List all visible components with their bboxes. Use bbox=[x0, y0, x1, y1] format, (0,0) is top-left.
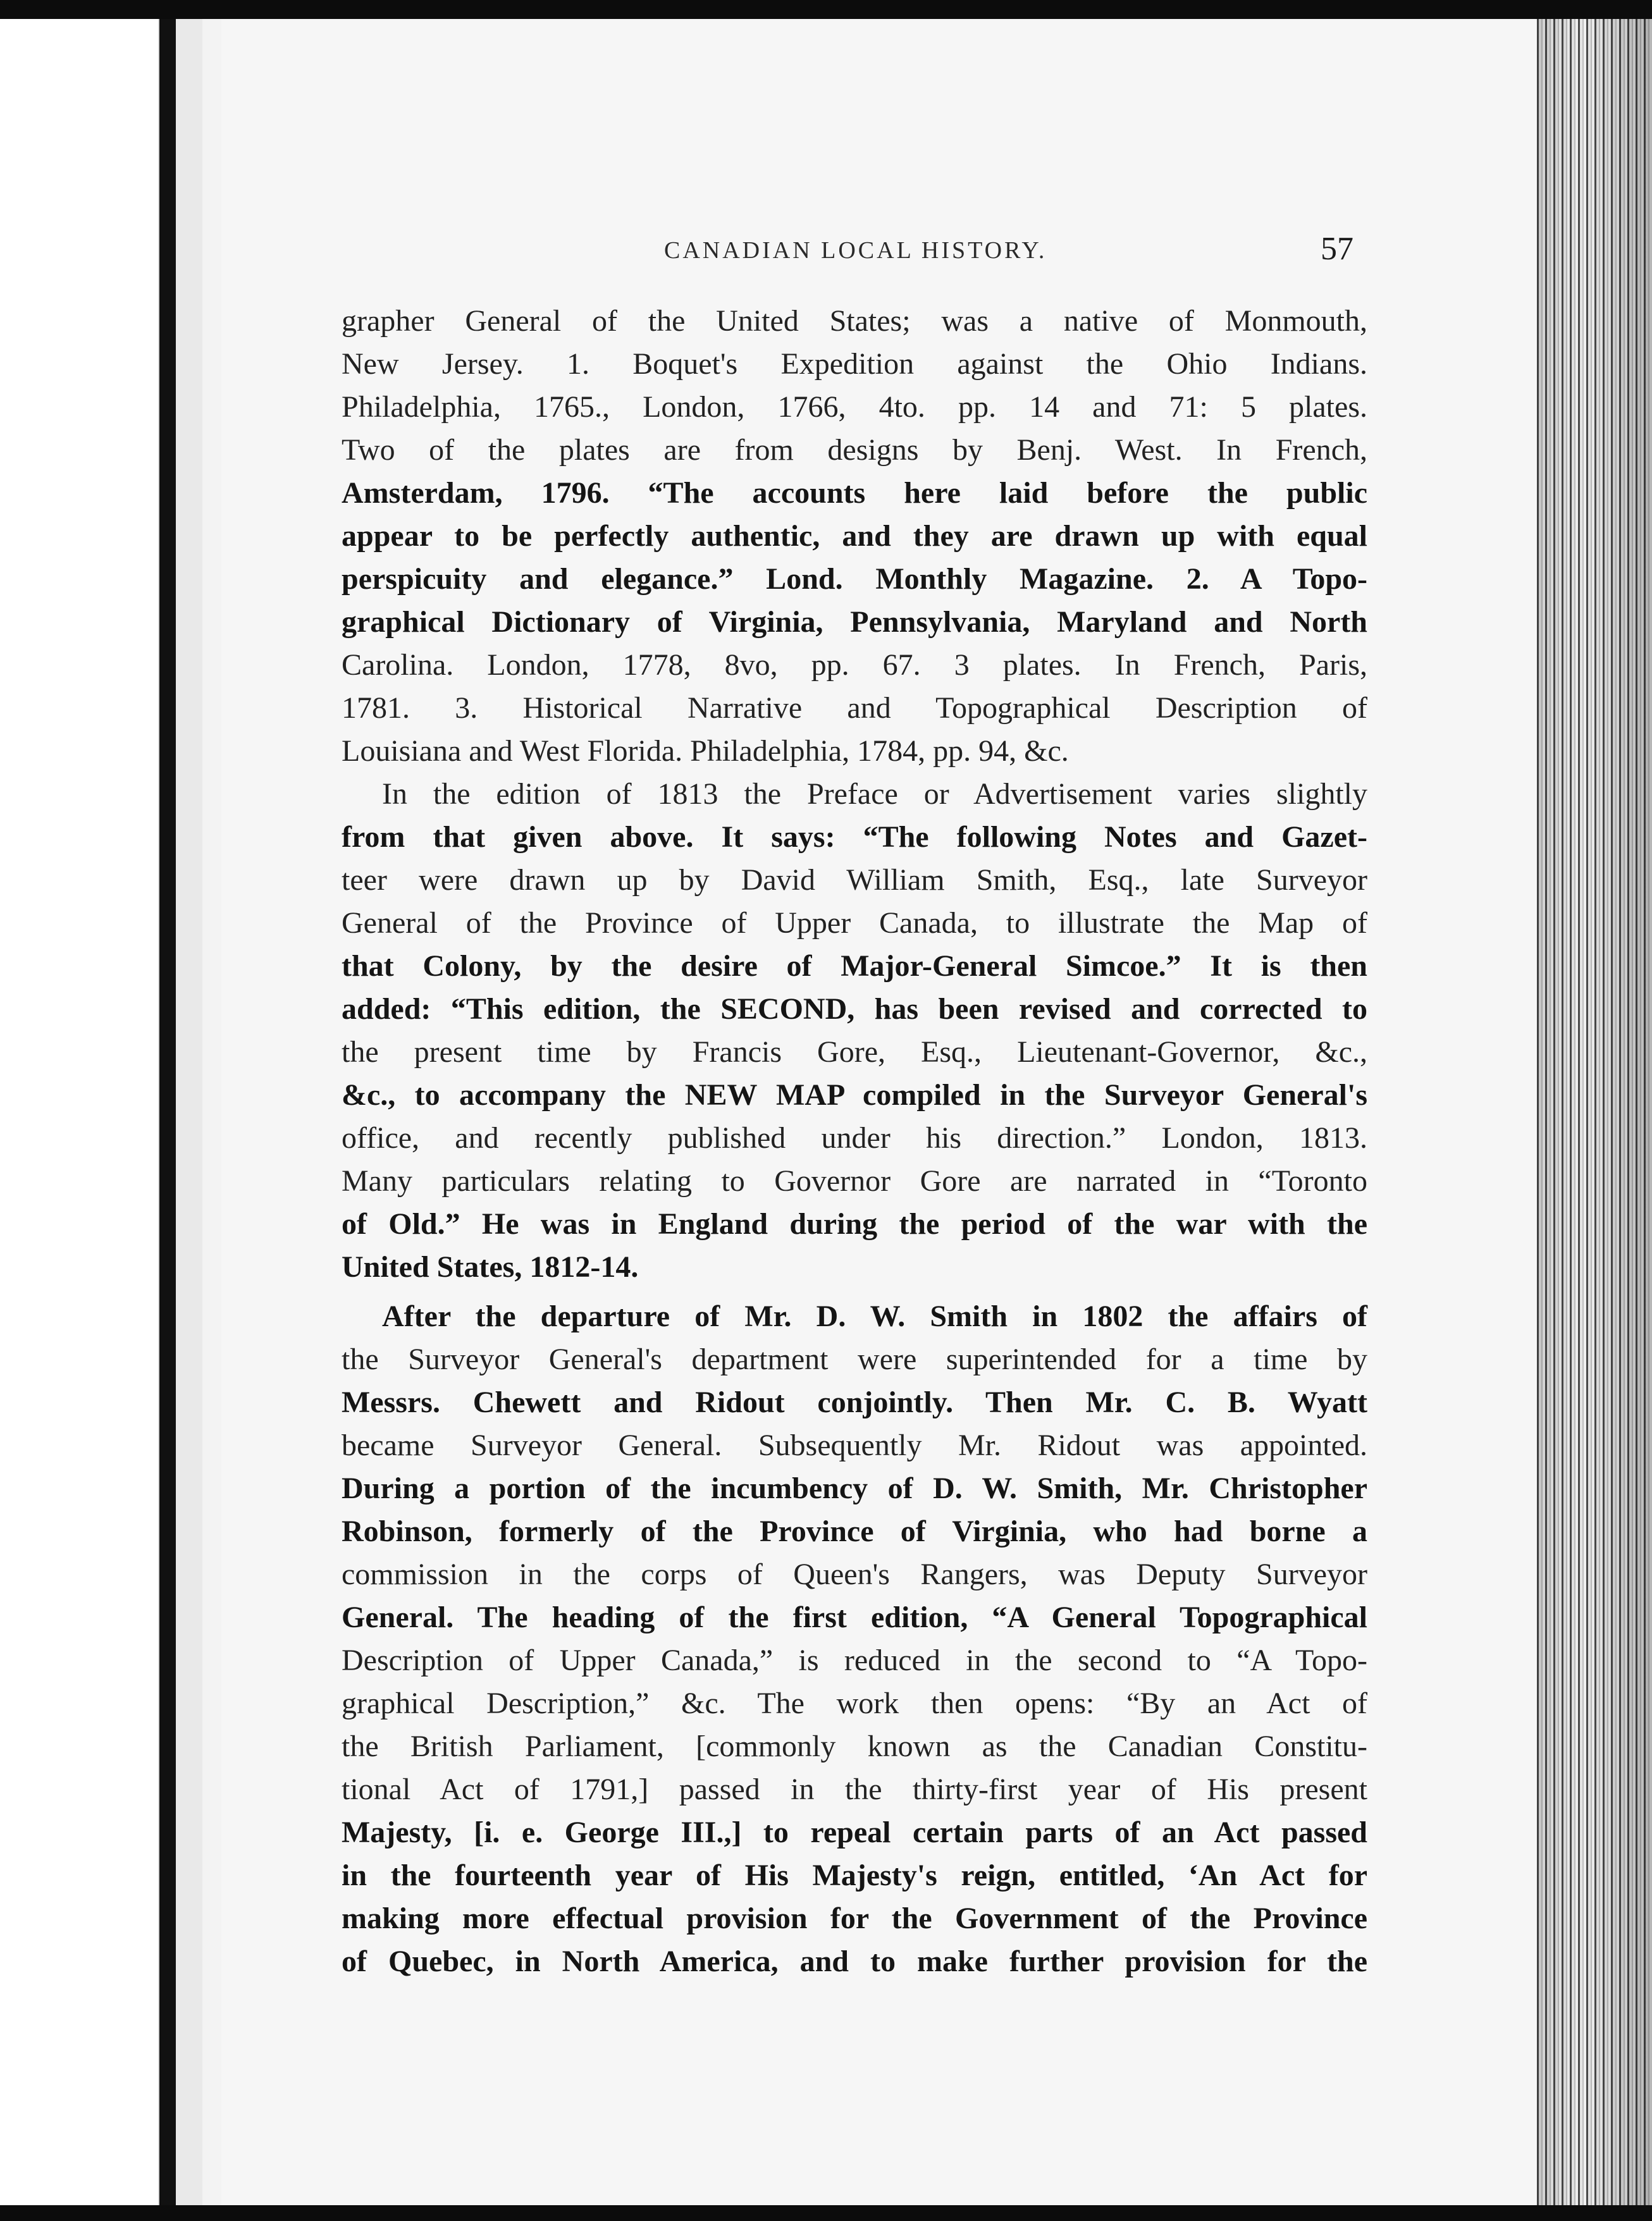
text-line: added: “This edition, the SECOND, has been revised and corrected to bbox=[342, 992, 1367, 1026]
text-line: Philadelphia, 1765., London, 1766, 4to. pp. 14 and 71: 5 plates. bbox=[342, 390, 1367, 424]
text-line: that Colony, by the desire of Major-General Simcoe.” It is then bbox=[342, 949, 1367, 983]
text-line: graphical Description,” &c. The work then opens: “By an Act of bbox=[342, 1687, 1367, 1720]
text-line: Louisiana and West Florida. Philadelphia, 1784, pp. 94, &c. bbox=[342, 734, 1069, 768]
text-line: graphical Dictionary of Virginia, Pennsylvania, Maryland and North bbox=[342, 605, 1367, 639]
scan-border-top bbox=[0, 0, 1652, 19]
text-line: In the edition of 1813 the Preface or Advertisement varies slightly bbox=[382, 777, 1367, 811]
text-line: Carolina. London, 1778, 8vo, pp. 67. 3 plates. In French, Paris, bbox=[342, 648, 1367, 682]
scan-border-bottom bbox=[0, 2205, 1652, 2221]
text-line: tional Act of 1791,] passed in the thirty-first year of His present bbox=[342, 1773, 1367, 1806]
text-line: the Surveyor General's department were superintended for a time by bbox=[342, 1343, 1367, 1376]
text-line: perspicuity and elegance.” Lond. Monthly Magazine. 2. A Topo- bbox=[342, 562, 1367, 596]
page-edges-shade bbox=[1537, 19, 1652, 2205]
text-line: Robinson, formerly of the Province of Virginia, who had borne a bbox=[342, 1515, 1367, 1548]
text-line: 1781. 3. Historical Narrative and Topographical Description of bbox=[342, 691, 1367, 725]
text-line: Amsterdam, 1796. “The accounts here laid before the public bbox=[342, 476, 1367, 510]
text-line: from that given above. It says: “The following Notes and Gazet- bbox=[342, 820, 1367, 854]
text-line: Messrs. Chewett and Ridout conjointly. Then Mr. C. B. Wyatt bbox=[342, 1386, 1367, 1419]
text-line: making more effectual provision for the Government of the Province bbox=[342, 1902, 1367, 1935]
text-line: the present time by Francis Gore, Esq., Lieutenant-Governor, &c., bbox=[342, 1035, 1367, 1069]
text-line: New Jersey. 1. Boquet's Expedition against the Ohio Indians. bbox=[342, 347, 1367, 381]
binding-edge bbox=[159, 19, 176, 2205]
text-line: Many particulars relating to Governor Gore are narrated in “Toronto bbox=[342, 1164, 1367, 1198]
text-line: After the departure of Mr. D. W. Smith in 1802 the affairs of bbox=[382, 1300, 1367, 1333]
text-line: grapher General of the United States; was a native of Monmouth, bbox=[342, 304, 1367, 338]
text-line: General. The heading of the first edition, “A General Topographical bbox=[342, 1601, 1367, 1634]
text-line: of Old.” He was in England during the period of the war with the bbox=[342, 1207, 1367, 1241]
text-line: During a portion of the incumbency of D. W. Smith, Mr. Christopher bbox=[342, 1472, 1367, 1505]
text-line: appear to be perfectly authentic, and they are drawn up with equal bbox=[342, 519, 1367, 553]
binding-gutter bbox=[0, 0, 183, 2221]
running-head: CANADIAN LOCAL HISTORY. bbox=[664, 237, 1047, 264]
text-line: General of the Province of Upper Canada, to illustrate the Map of bbox=[342, 906, 1367, 940]
text-line: commission in the corps of Queen's Rangers, was Deputy Surveyor bbox=[342, 1558, 1367, 1591]
text-line: Description of Upper Canada,” is reduced in the second to “A Topo- bbox=[342, 1644, 1367, 1677]
text-line: became Surveyor General. Subsequently Mr. Ridout was appointed. bbox=[342, 1429, 1367, 1462]
text-line: in the fourteenth year of His Majesty's reign, entitled, ‘An Act for bbox=[342, 1859, 1367, 1892]
text-line: Majesty, [i. e. George III.,] to repeal certain parts of an Act passed bbox=[342, 1816, 1367, 1849]
body-text bbox=[342, 300, 1367, 2008]
page-number: 57 bbox=[1321, 231, 1353, 267]
text-line: Two of the plates are from designs by Benj. West. In French, bbox=[342, 433, 1367, 467]
text-line: the British Parliament, [commonly known as the Canadian Constitu- bbox=[342, 1730, 1367, 1763]
text-line: office, and recently published under his direction.” London, 1813. bbox=[342, 1121, 1367, 1155]
text-line: teer were drawn up by David William Smith, Esq., late Surveyor bbox=[342, 863, 1367, 897]
text-line: of Quebec, in North America, and to make further provision for the bbox=[342, 1945, 1367, 1978]
text-line: United States, 1812-14. bbox=[342, 1250, 639, 1284]
page-header bbox=[342, 228, 1353, 278]
text-line: &c., to accompany the NEW MAP compiled in the Surveyor General's bbox=[342, 1078, 1367, 1112]
